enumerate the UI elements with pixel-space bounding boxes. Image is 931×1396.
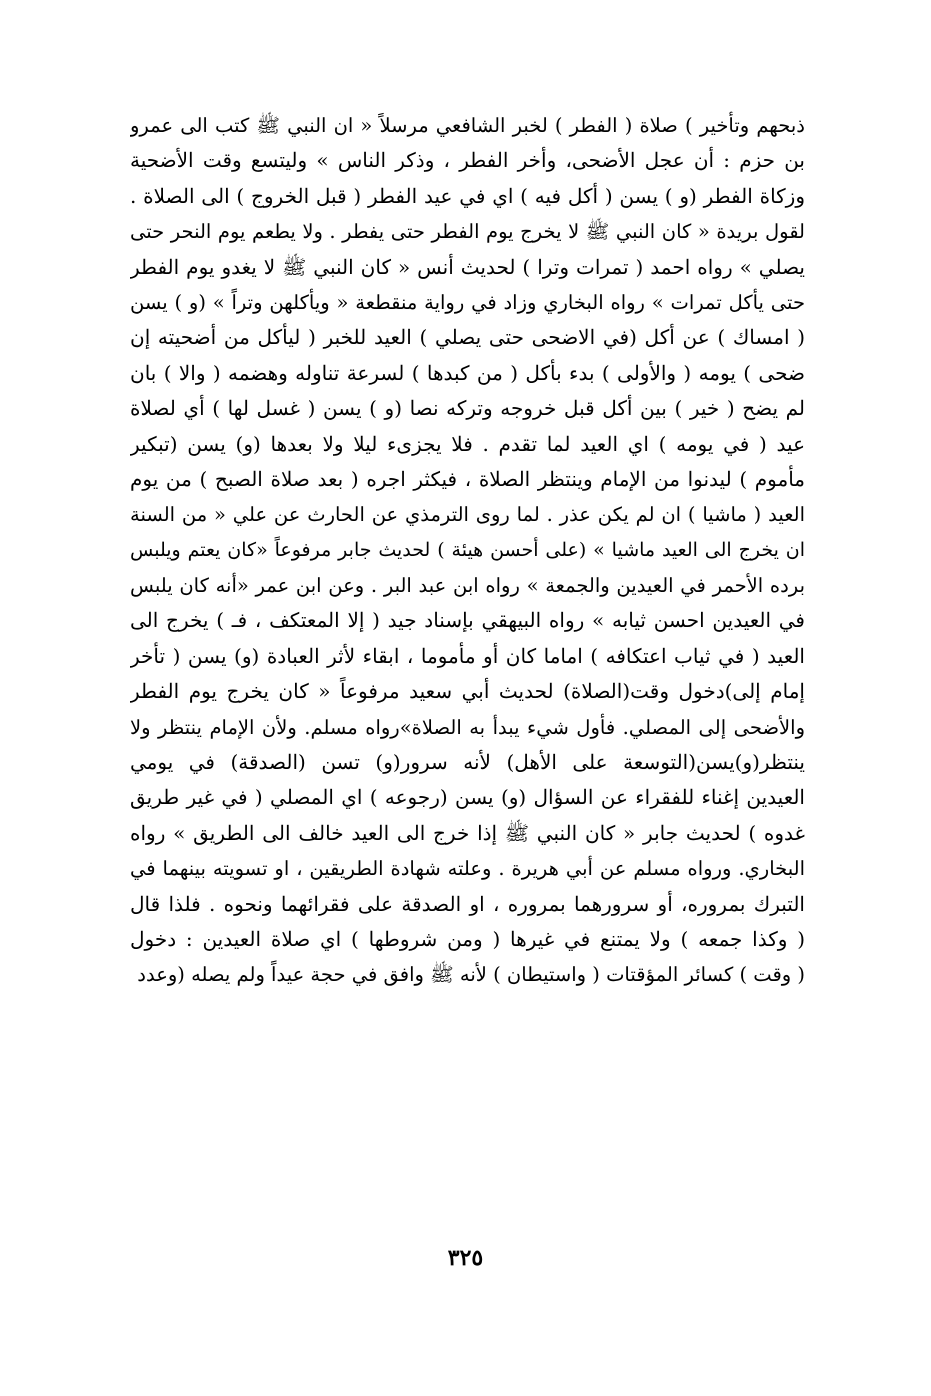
text-line: ان يخرج الى العيد ماشيا » (على أحسن هيئة ) لحديث جابر مرفوعاً «كان يعتم ويلبس [130,538,805,561]
text-line: مأموم ) ليدنوا من الإمام وينتظر الصلاة ، فيكثر اجره ( بعد صلاة الصبح ) من يوم [130,466,805,491]
text-line: ( امساك ) عن أكل (في الاضحى حتى يصلي ) العيد للخبر ( ليأكل من أضحيته إن [130,325,805,350]
text-line: وزكاة الفطر (و ) يسن ( أكل فيه ) اي في عيد الفطر ( قبل الخروج ) الى الصلاة . [130,183,805,208]
text-line: التبرك بمروره، أو سرورهما بمروره ، او الصدقة على فقرائهما ونحوه . فلذا قال [130,891,805,916]
text-line: يصلي » رواه احمد ( تمرات وترا ) لحديث أنس « كان النبي ﷺ لا يغدو يوم الفطر [130,254,805,279]
text-line: ذبحهم وتأخير ) صلاة ( الفطر ) لخبر الشافعي مرسلاً « ان النبي ﷺ كتب الى عمرو [130,114,805,137]
text-line: والأضحى إلى المصلي. فأول شيء يبدأ به الصلاة»رواه مسلم. ولأن الإمام ينتظر ولا [130,715,805,739]
text-line: العيد ( ماشيا ) ان لم يكن عذر . لما روى الترمذي عن الحارث عن علي « من السنة [130,503,805,527]
text-line: حتى يأكل تمرات » رواه البخاري وزاد في رواية منقطعة « ويأكلهن وتراً » (و ) يسن [130,290,805,314]
text-line: غدوه ) لحديث جابر « كان النبي ﷺ إذا خرج الى العيد خالف الى الطريق » رواه [130,820,805,845]
page-number: ٣٢٥ [447,1245,484,1271]
text-line: لقول بريدة « كان النبي ﷺ لا يخرج يوم الفطر حتى يفطر . ولا يطعم يوم النحر حتى [130,220,805,244]
text-line: برده الأحمر في العيدين والجمعة » رواه ابن عبد البر . وعن ابن عمر «أنه كان يلبس [130,574,805,598]
text-line: ( وكذا جمعه ) ولا يمتنع في غيرها ( ومن شروطها ) اي صلاة العيدين : دخول [130,926,805,951]
text-line: إمام إلى)دخول وقت(الصلاة) لحديث أبي سعيد مرفوعاً « كان يخرج يوم الفطر [130,679,805,704]
text-line: ينتظر(و)يسن(التوسعة على الأهل) لأنه سرور(و) تسن (الصدقة) في يومي [130,750,805,775]
text-line: بن حزم : أن عجل الأضحى، وأخر الفطر ، وذكر الناس » وليتسع وقت الأضحية [130,148,805,173]
page-text-block [130,108,805,993]
text-line: ضحى ) يومه ( والأولى ) بدء بأكل ( من كبدها ) لسرعة تناوله وهضمه ( والا ) بان [130,360,805,385]
text-line: لم يضح ( خير ) بين أكل قبل خروجه وتركه نصا (و ) يسن ( غسل لها ) أي لصلاة [130,396,805,421]
text-line: عيد ( في يومه ) اي العيد لما تقدم . فلا يجزىء ليلا ولا بعدها (و) يسن (تبكير [130,431,805,456]
text-line: العيدين إغناء للفقراء عن السؤال (و) يسن (رجوعه ) اي المصلي ( في غير طريق [130,785,805,810]
text-line: العيد ( في ثياب اعتكافه ) اماما كان أو مأموما ، ابقاء لأثر العبادة (و) يسن ( تأخر [130,643,805,668]
text-line: ( وقت ) كسائر المؤقتات ( واستيطان ) لأنه ﷺ وافق في حجة عيداً ولم يصله (وعدد [137,963,805,987]
text-line: البخاري. ورواه مسلم عن أبي هريرة . وعلته شهادة الطريقين ، او تسويته بينهما في [130,857,805,881]
text-line: في العيدين احسن ثيابه » رواه البيهقي بإسناد جيد ( إلا المعتكف ، فـ ) يخرج الى [130,608,805,633]
